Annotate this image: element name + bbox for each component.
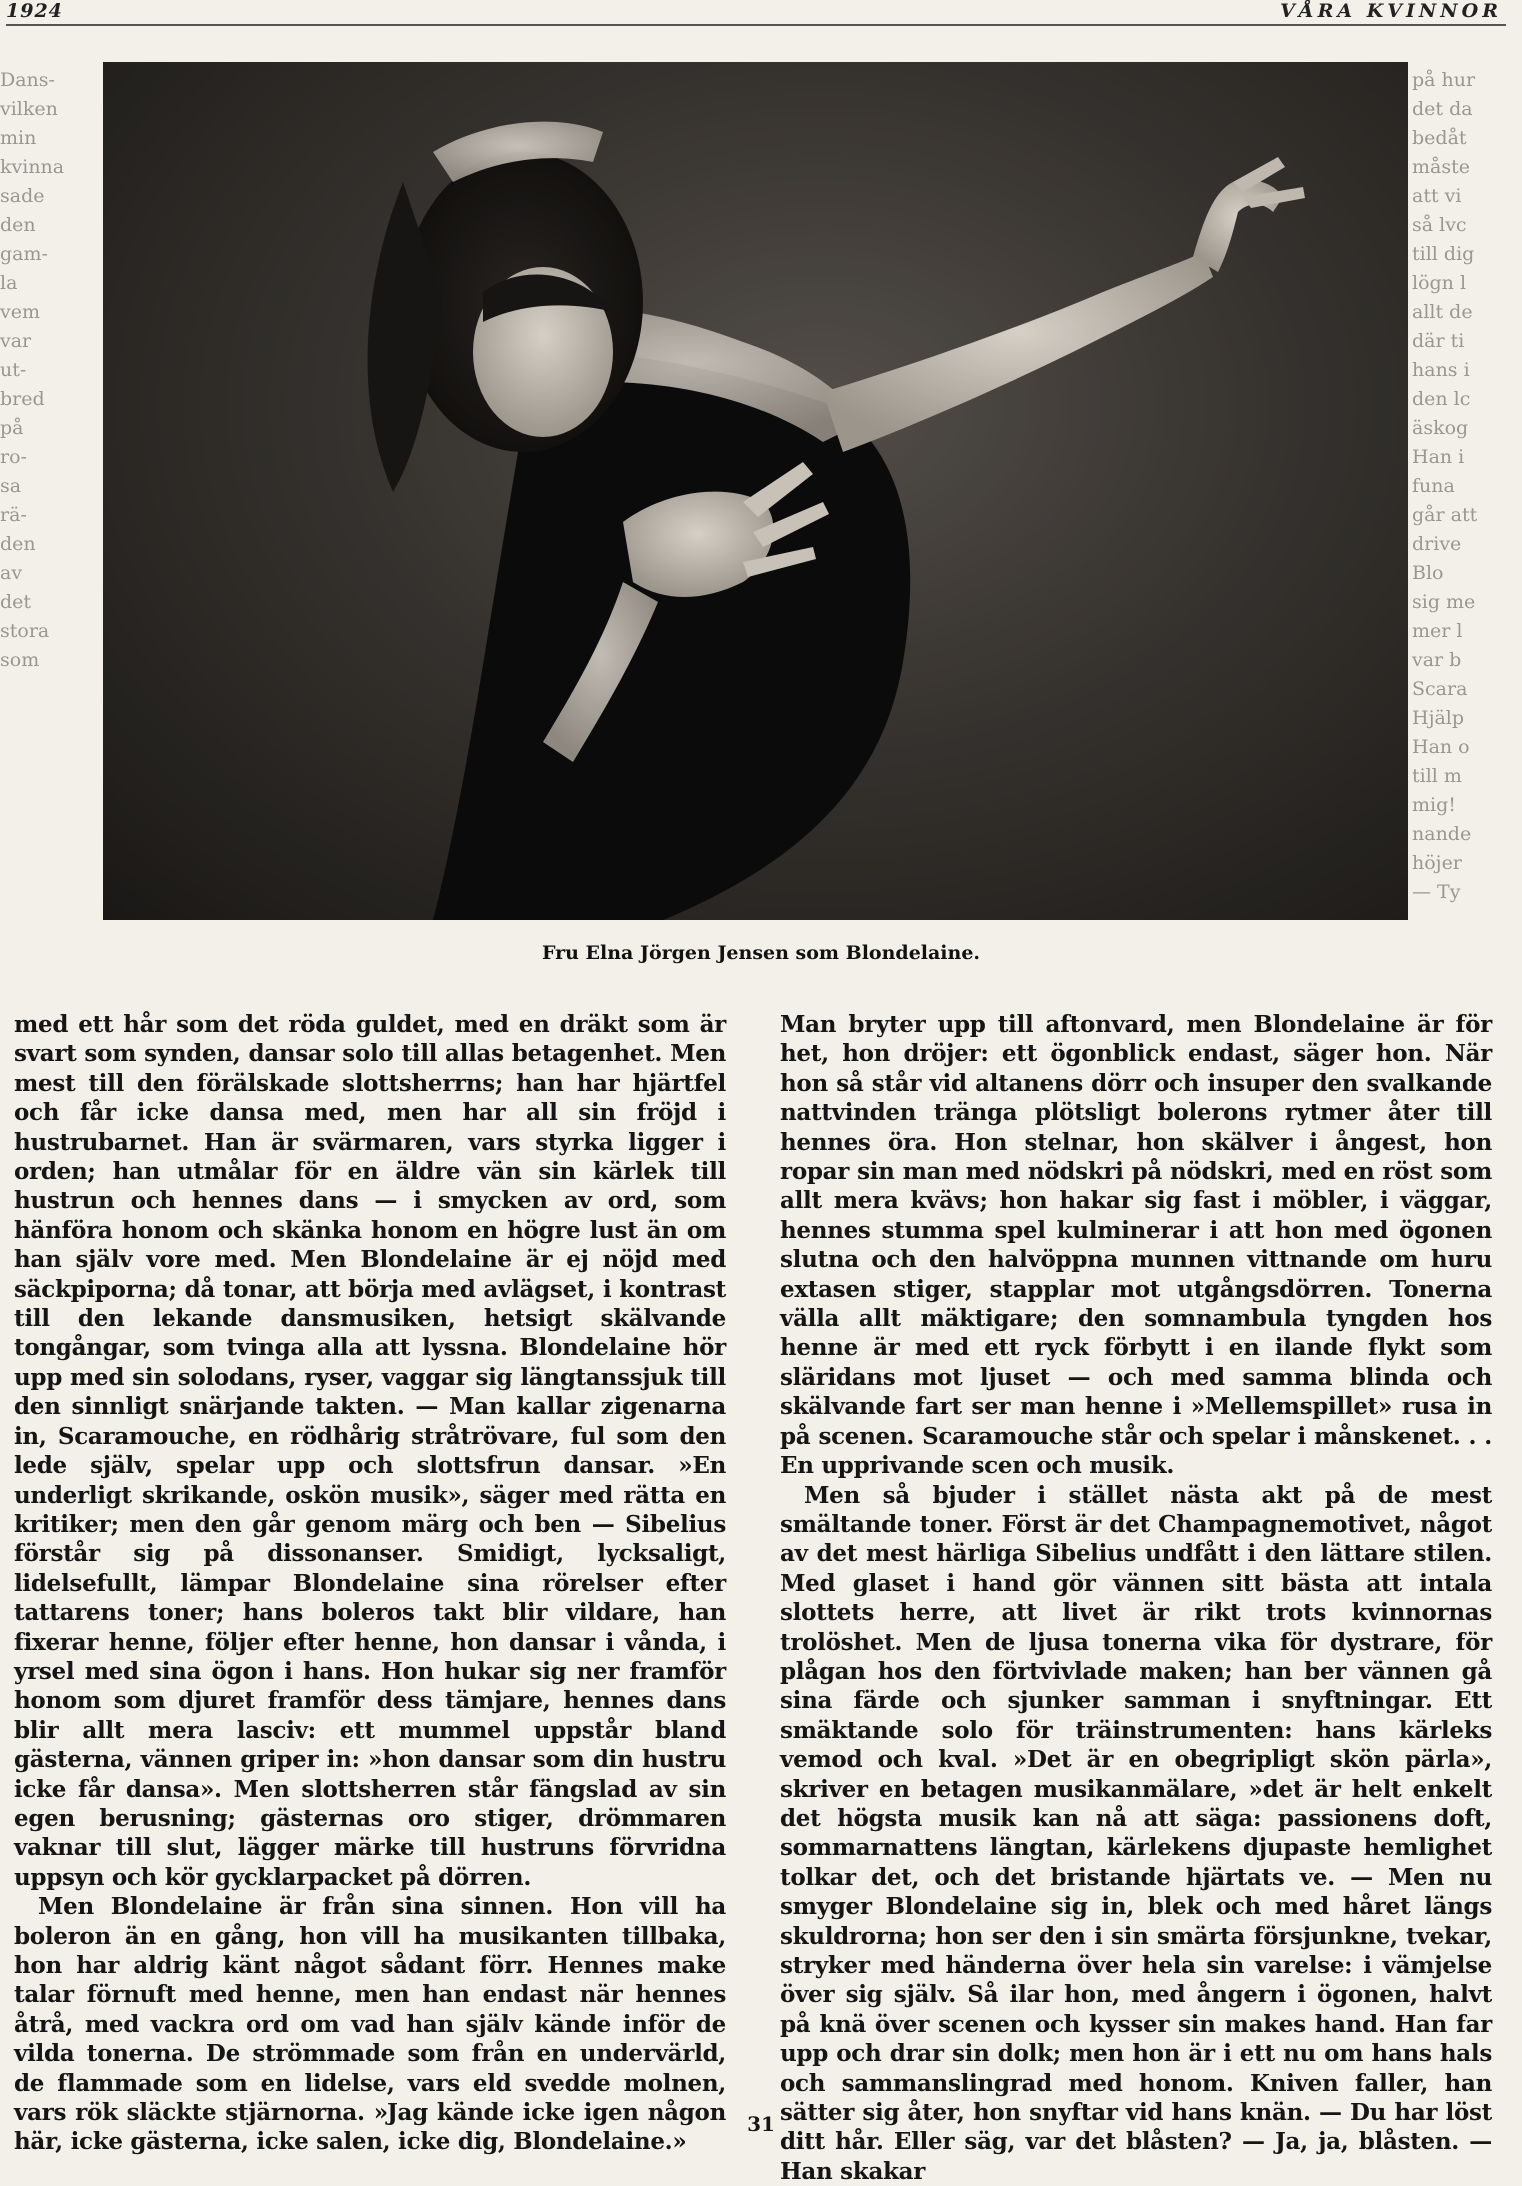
page-year: 1924	[6, 0, 63, 22]
bleed-line: som	[0, 646, 100, 675]
bleed-line: den	[0, 211, 100, 240]
bleed-line: mig!	[1412, 791, 1522, 820]
bleed-line: sig me	[1412, 588, 1522, 617]
bleed-through-left	[0, 66, 100, 675]
magazine-title: VÅRA KVINNOR	[1280, 0, 1502, 22]
paragraph: Men Blondelaine är från sina sinnen. Hon vill ha boleron än en gång, hon vill ha musikanten tillbaka, hon har aldrig känt något sådant förr. Hennes make talar förnuft med henne, men han endast när hennes åtrå, med vackra ord om vad han själv kände inför de vilda tonerna. De strömmade som från en undervärld, de flammade som en lidelse, vars eld svedde molnen, vars rök släckte stjärnorna. »Jag kände icke igen någon här, icke gästerna, icke salen, icke dig, Blondelaine.»	[14, 1892, 726, 2157]
dancer-figure	[103, 62, 1408, 920]
bleed-line: — Ty	[1412, 878, 1522, 907]
bleed-line: vilken	[0, 95, 100, 124]
bleed-line: Hjälp	[1412, 704, 1522, 733]
bleed-line: Scara	[1412, 675, 1522, 704]
bleed-line: mer l	[1412, 617, 1522, 646]
left-column	[14, 1010, 726, 2157]
right-column	[780, 1010, 1492, 2186]
bleed-line: la	[0, 269, 100, 298]
bleed-line: kvinna	[0, 153, 100, 182]
bleed-line: måste	[1412, 153, 1522, 182]
paragraph: Men så bjuder i stället nästa akt på de mest smältande toner. Först är det Champagnemotivet, något av det mest härliga Sibelius undfått i den lättare stilen. Med glaset i hand gör vännen sitt bästa att intala slottets herre, att livet är rikt trots kvinnornas trolöshet. Men de ljusa tonerna vika för dystrare, för plågan hos den förtvivlade maken; han ber vännen gå sina färde och sjunker samman i snyftningar. Ett smäktande solo för träinstrumenten: hans kärleks vemod och kval. »Det är en obegripligt skön pärla», skriver en betagen musikanmälare, »det är helt enkelt det högsta musik kan nå att säga: passionens doft, sommarnattens längtan, kärlekens djupaste hemlighet tolkar det, och det bristande hjärtats ve. — Men nu smyger Blondelaine sig in, blek och med håret längs skuldrorna; hon ser den i sin smärta försjunkne, tvekar, stryker med händerna över hela sin varelse: i vämjelse över sig själv. Så ilar hon, med ångern i ögonen, halvt på knä över scenen och kysser sin makes hand. Han far upp och drar sin dolk; men hon är i ett nu om hans hals och sammanslingrad med honom. Kniven faller, han sätter sig åter, hon snyftar vid hans knän. — Du har löst ditt hår. Eller säg, var det blåsten? — Ja, ja, blåsten. — Han skakar	[780, 1481, 1492, 2186]
bleed-line: stora	[0, 617, 100, 646]
bleed-line: på hur	[1412, 66, 1522, 95]
bleed-line: hans i	[1412, 356, 1522, 385]
bleed-line: till dig	[1412, 240, 1522, 269]
bleed-line: höjer	[1412, 849, 1522, 878]
bleed-line: på	[0, 414, 100, 443]
bleed-line: allt de	[1412, 298, 1522, 327]
bleed-through-right	[1412, 66, 1522, 907]
bleed-line: var	[0, 327, 100, 356]
bleed-line: lögn l	[1412, 269, 1522, 298]
bleed-line: den	[0, 530, 100, 559]
paragraph: med ett hår som det röda guldet, med en dräkt som är svart som synden, dansar solo till allas betagenhet. Men mest till den förälskade slottsherrns; han har hjärtfel och får icke dansa med, men har all sin fröjd i hustrubarnet. Han är svärmaren, vars styrka ligger i orden; han utmålar för en äldre vän sin kärlek till hustrun och hennes dans — i smycken av ord, som hänföra honom och skänka honom en högre lust än om han själv vore med. Men Blondelaine är ej nöjd med säckpiporna; då tonar, att börja med avlägset, i kontrast till den lekande dansmusiken, hetsigt skälvande tongångar, som tvinga alla att lyssna. Blondelaine hör upp med sin solodans, ryser, vaggar sig längtanssjuk till den sinnligt snärjande takten. — Man kallar zigenarna in, Scaramouche, en rödhårig stråtrövare, ful som den lede själv, spelar upp och slottsfrun dansar. »En underligt skrikande, oskön musik», säger med rätta en kritiker; men den går genom märg och ben — Sibelius förstår sig på dissonanser. Smidigt, lycksaligt, lidelsefullt, lämpar Blondelaine sina rörelser efter tattarens toner; hans boleros takt blir vildare, han fixerar henne, följer efter henne, hon dansar i vånda, i yrsel med sina ögon i hans. Hon hukar sig ner framför honom som djuret framför dess tämjare, hennes dans blir allt mera lasciv: ett mummel uppstår bland gästerna, vännen griper in: »hon dansar som din hustru icke får dansa». Men slottsherren står fängslad av sin egen berusning; gästernas oro stiger, drömmaren vaknar till slut, lägger märke till hustruns förvridna uppsyn och kör gycklarpacket på dörren.	[14, 1010, 726, 1892]
bleed-line: ro-	[0, 443, 100, 472]
bleed-line: var b	[1412, 646, 1522, 675]
bleed-line: gam-	[0, 240, 100, 269]
bleed-line: min	[0, 124, 100, 153]
bleed-line: nande	[1412, 820, 1522, 849]
bleed-line: där ti	[1412, 327, 1522, 356]
bleed-line: går att	[1412, 501, 1522, 530]
bleed-line: sa	[0, 472, 100, 501]
photo-caption: Fru Elna Jörgen Jensen som Blondelaine.	[0, 942, 1522, 964]
bleed-line: äskog	[1412, 414, 1522, 443]
bleed-line: sade	[0, 182, 100, 211]
bleed-line: till m	[1412, 762, 1522, 791]
bleed-line: Blo	[1412, 559, 1522, 588]
dancer-photo	[103, 62, 1408, 920]
bleed-line: Dans-	[0, 66, 100, 95]
paragraph: Man bryter upp till aftonvard, men Blondelaine är för het, hon dröjer: ett ögonblick endast, säger hon. När hon så står vid altanens dörr och insuper den svalkande nattvinden tränga plötsligt bolerons rytmer åter till hennes öra. Hon stelnar, hon skälver i ångest, hon ropar sin man med nödskri på nödskri, med en röst som allt mera kvävs; hon hakar sig fast i möbler, i väggar, hennes stumma spel kulminerar i att hon med ögonen slutna och den halvöppna munnen vittnande om huru extasen stiger, stapplar mot utgångsdörren. Tonerna välla allt mäktigare; den somnambula tyngden hos henne är med ett ryck förbytt i en ilande flykt som släridans mot ljuset — och med samma blinda och skälvande fart ser man henne i »Mellemspillet» rusa in på scenen. Scaramouche står och spelar i månskenet. . . En upprivande scen och musik.	[780, 1010, 1492, 1481]
bleed-line: bred	[0, 385, 100, 414]
page-number: 31	[0, 2112, 1522, 2136]
bleed-line: vem	[0, 298, 100, 327]
header-rule	[6, 24, 1506, 26]
bleed-line: Han o	[1412, 733, 1522, 762]
bleed-line: av	[0, 559, 100, 588]
bleed-line: drive	[1412, 530, 1522, 559]
bleed-line: att vi	[1412, 182, 1522, 211]
bleed-line: det da	[1412, 95, 1522, 124]
bleed-line: rä-	[0, 501, 100, 530]
bleed-line: den lc	[1412, 385, 1522, 414]
bleed-line: Han i	[1412, 443, 1522, 472]
bleed-line: så lvc	[1412, 211, 1522, 240]
bleed-line: ut-	[0, 356, 100, 385]
bleed-line: bedåt	[1412, 124, 1522, 153]
bleed-line: funa	[1412, 472, 1522, 501]
bleed-line: det	[0, 588, 100, 617]
